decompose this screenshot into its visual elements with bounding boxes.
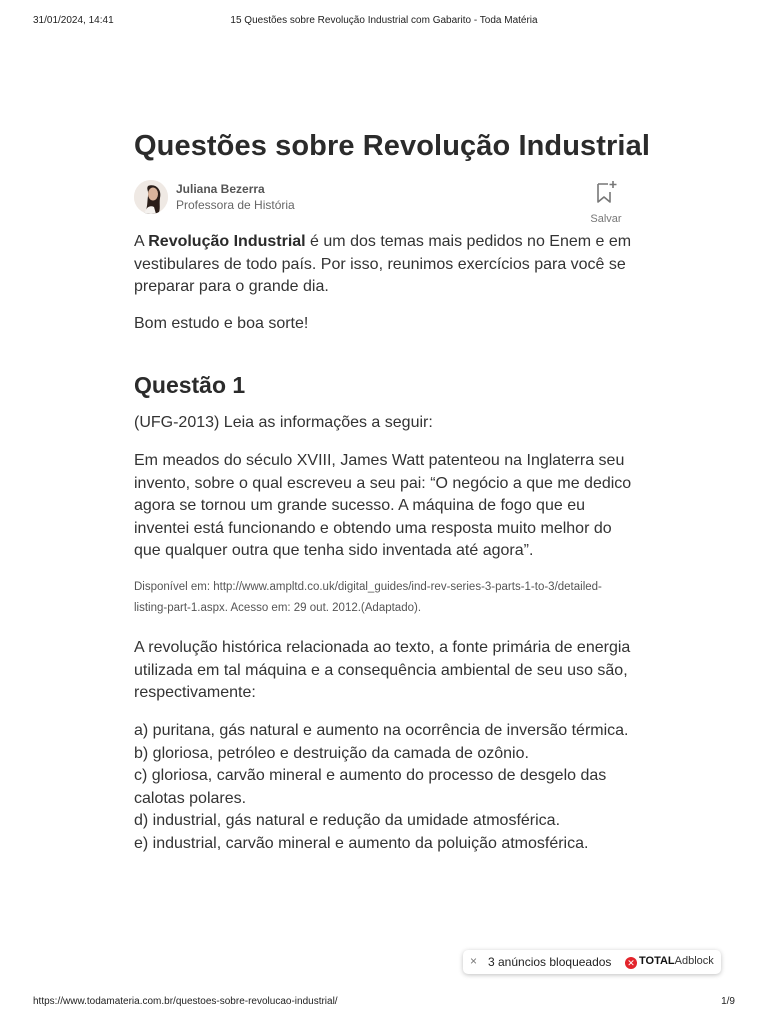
intro-rest: é um dos temas mais pedidos no Enem e em vestibulares de todo país. Por isso, reunimos exercícios para você se preparar para o grande dia.	[134, 233, 632, 295]
author-avatar[interactable]	[134, 180, 168, 214]
author-name[interactable]: Juliana Bezerra	[176, 182, 265, 196]
page-title: Questões sobre Revolução Industrial	[134, 130, 650, 162]
save-button[interactable]	[586, 180, 626, 225]
print-page-number: 1/9	[721, 996, 735, 1007]
intro-paragraph	[134, 231, 634, 299]
answer-option-d: d) industrial, gás natural e redução da umidade atmosférica.	[134, 812, 561, 829]
question-heading: Questão 1	[134, 372, 246, 398]
brand-adblock: Adblock	[674, 955, 714, 967]
print-footer	[0, 996, 768, 1010]
adblock-toast	[463, 950, 721, 974]
question-source-intro: (UFG-2013) Leia as informações a seguir:	[134, 414, 433, 431]
good-luck-text: Bom estudo e boa sorte!	[134, 315, 309, 332]
print-datetime: 31/01/2024, 14:41	[33, 15, 114, 26]
brand-total: TOTAL	[639, 955, 675, 967]
question-prompt: A revolução histórica relacionada ao texto, a fonte primária de energia utilizada em tal máquina e a consequência ambiental de seu uso são, respectivamente:	[134, 639, 631, 701]
bookmark-plus-icon	[594, 180, 618, 206]
adblock-message: 3 anúncios bloqueados	[488, 955, 612, 969]
answer-option-b: b) gloriosa, petróleo e destruição da camada de ozônio.	[134, 744, 529, 762]
author-block	[134, 180, 634, 225]
answer-options	[134, 720, 634, 855]
save-label: Salvar	[590, 213, 622, 225]
question-quote: Em meados do século XVIII, James Watt patenteou na Inglaterra seu invento, sobre o qual escreveu a seu pai: “O negócio a que me dedico agora se tornou um grande sucesso. A máquina de fogo que eu inventei está funcionando e obtendo uma resposta muito melhor do que qualquer outra que tenha sido inventada até agora”.	[134, 452, 632, 559]
close-icon[interactable]: ×	[470, 954, 478, 968]
answer-option-a: a) puritana, gás natural e aumento na ocorrência de inversão térmica.	[134, 722, 629, 739]
author-photo-icon	[134, 180, 168, 214]
author-role: Professora de História	[176, 198, 295, 212]
question-citation: Disponível em: http://www.ampltd.co.uk/digital_guides/ind-rev-series-3-parts-1-to-3/detailed-listing-part-1.aspx. Acesso em: 29 out. 2012.(Adaptado).	[134, 581, 602, 614]
intro-prefix: A	[134, 233, 149, 250]
totaladblock-logo-icon: ✕	[625, 957, 637, 969]
print-document-title: 15 Questões sobre Revolução Industrial com Gabarito - Toda Matéria	[230, 15, 538, 26]
print-header	[0, 15, 768, 29]
adblock-brand[interactable]	[625, 955, 714, 969]
print-url: https://www.todamateria.com.br/questoes-sobre-revolucao-industrial/	[33, 996, 338, 1007]
intro-keyword: Revolução Industrial	[148, 233, 306, 250]
answer-option-c: c) gloriosa, carvão mineral e aumento do processo de desgelo das calotas polares.	[134, 767, 607, 807]
answer-option-e: e) industrial, carvão mineral e aumento da poluição atmosférica.	[134, 834, 589, 852]
